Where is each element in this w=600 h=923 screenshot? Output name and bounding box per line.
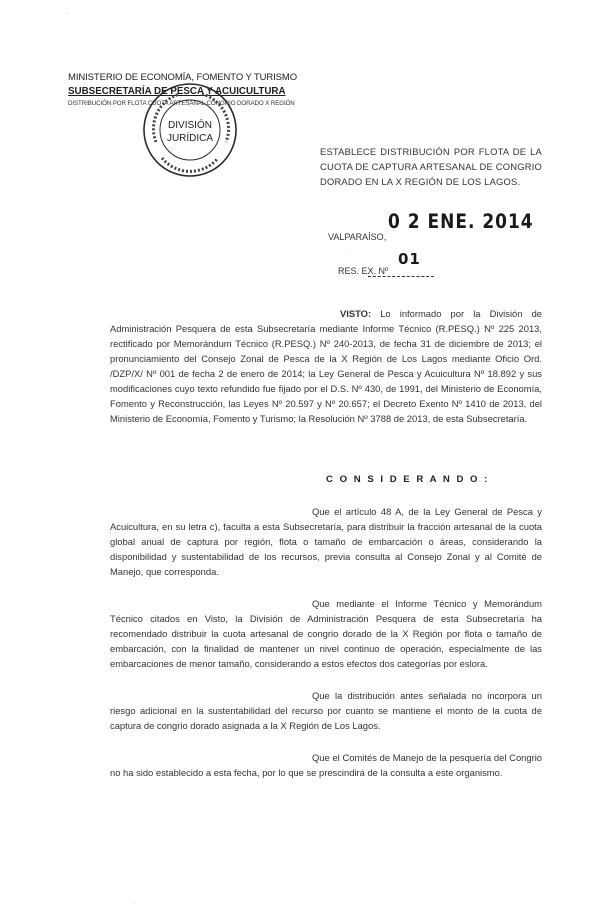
- scan-mark-bottom: ·: [132, 898, 135, 907]
- resolution-number: 01: [398, 250, 421, 268]
- scan-mark: ˋ: [66, 12, 69, 21]
- stamp-line-1: DIVISIÓN: [168, 120, 212, 131]
- subsecretaria-name: SUBSECRETARÍA DE PESCA Y ACUICULTURA: [68, 86, 286, 97]
- paragraph-2: [110, 596, 542, 671]
- paragraph-2-text: Que mediante el Informe Técnico y Memorándum Técnico citados en Visto, la División de Administración Pesquera de esta Subsecretaría ha recomendado distribuir la cuota artesanal de congrio dorado de la X Región por flota o tamaño de embarcación, con la finalidad de mantener un nivel continuo de operación, especialmente de las embarcaciones de menor tamaño, considerando a estos efectos dos categorías por eslora.: [110, 598, 542, 669]
- division-juridica-stamp-icon: [140, 80, 240, 180]
- visto-label: VISTO:: [340, 308, 372, 319]
- subject-reference: DISTRIBUCIÓN POR FLOTA CUOTA ARTESANAL CONGRIO DORADO X REGIÓN: [68, 100, 295, 107]
- resolution-label: RES. EX. Nº: [338, 266, 389, 276]
- paragraph-1-text: Que el artículo 48 A, de la Ley General de Pesca y Acuicultura, en su letra c), faculta a esta Subsecretaría, para distribuir la fracción artesanal de la cuota global anual de captura por región, flota o tamaño de embarcación o áreas, considerando la disponibilidad y sustentabilidad de los recursos, previa consulta al Consejo Zonal y al Comité de Manejo, que corresponda.: [110, 506, 542, 577]
- paragraph-3-text: Que la distribución antes señalada no incorpora un riesgo adicional en la sustentabilidad del recurso por cuanto se mantiene el monto de la cuota de captura de congrio dorado asignada a la X Región de Los Lagos.: [110, 690, 542, 731]
- paragraph-3: [110, 688, 542, 733]
- visto-text: Lo informado por la División de Administración Pesquera de esta Subsecretaría mediante Informe Técnico (R.PESQ.) Nº 225 2013, rectificado por Memorándum Técnico (R.PESQ.) Nº 240-2013, de fecha 31 de diciembre de 2013; el pronunciamiento del Consejo Zonal de Pesca de la X Región de Los Lagos mediante Oficio Ord. /DZP/X/ Nº 001 de fecha 2 de enero de 2014; la Ley General de Pesca y Acuicultura Nº 18.892 y sus modificaciones cuyo texto refundido fue fijado por el D.S. Nº 430, de 1991, del Ministerio de Economía, Fomento y Reconstrucción, las Leyes Nº 20.597 y Nº 20.657; el Decreto Exento Nº 1410 de 2013, del Ministerio de Economía, Fomento y Turismo; la Resolución Nº 3788 de 2013, de esta Subsecretaría.: [110, 308, 542, 424]
- visto-section: [110, 306, 542, 426]
- ministry-name: MINISTERIO DE ECONOMÍA, FOMENTO Y TURISMO: [68, 72, 298, 83]
- place-label: VALPARAÍSO,: [328, 232, 387, 242]
- paragraph-4-text: Que el Comités de Manejo de la pesquería del Congrio no ha sido establecido a esta fecha, por lo que se prescindirá de la consulta a este organismo.: [110, 752, 542, 778]
- considerando-heading: C O N S I D E R A N D O :: [326, 474, 490, 485]
- stamp-line-2: JURÍDICA: [166, 133, 214, 144]
- paragraph-4: [110, 750, 542, 780]
- resolution-underline: [368, 276, 434, 277]
- paragraph-1: [110, 504, 542, 579]
- resolution-date: 0 2 ENE. 2014: [388, 210, 534, 234]
- document-title: ESTABLECE DISTRIBUCIÓN POR FLOTA DE LA CUOTA DE CAPTURA ARTESANAL DE CONGRIO DORADO EN LA X REGIÓN DE LOS LAGOS.: [320, 146, 542, 187]
- resolution-annotation: · · ·: [346, 248, 353, 253]
